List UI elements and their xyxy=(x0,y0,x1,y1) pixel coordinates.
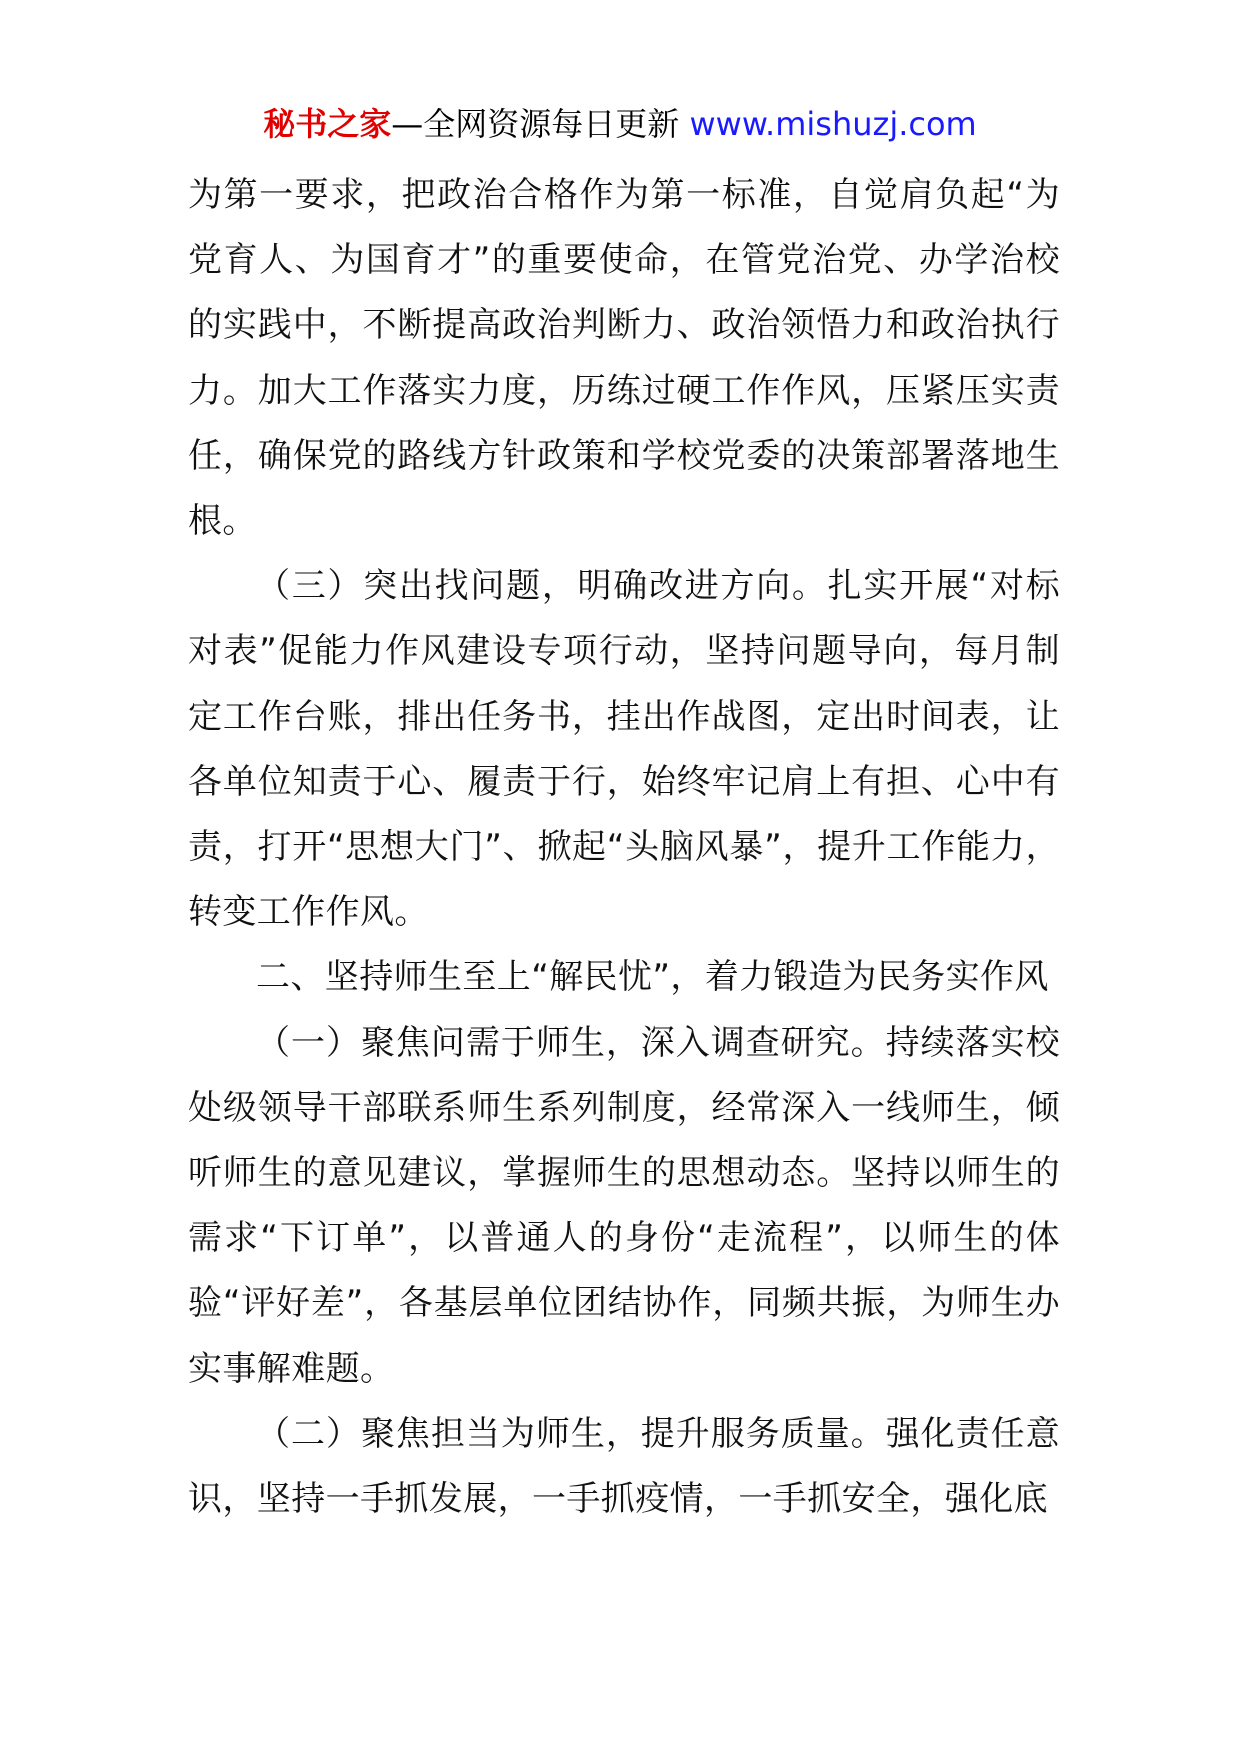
paragraph-continuation: 为第一要求，把政治合格作为第一标准，自觉肩负起“为党育人、为国育才”的重要使命，在管党治党、办学治校的实践中，不断提高政治判断力、政治领悟力和政治执行力。加大工作落实力度，历练过硬工作作风，压紧压实责任，确保党的路线方针政策和学校党委的决策部署落地生根。 xyxy=(188,175,1060,542)
paragraph-subsection-2: （二）聚焦担当为师生，提升服务质量。强化责任意识，坚持一手抓发展，一手抓疫情，一手抓安全，强化底 xyxy=(188,1413,1060,1520)
document-body xyxy=(188,163,1060,1532)
header-tagline: —全网资源每日更新 xyxy=(391,105,690,143)
header-brand: 秘书之家 xyxy=(263,105,392,143)
paragraph-subsection-1: （一）聚焦问需于师生，深入调查研究。持续落实校处级领导干部联系师生系列制度，经常深入一线师生，倾听师生的意见建议，掌握师生的思想动态。坚持以师生的需求“下订单”，以普通人的身份“走流程”，以师生的体验“评好差”，各基层单位团结协作，同频共振，为师生办实事解难题。 xyxy=(188,1022,1060,1389)
header-url-link[interactable]: www.mishuzj.com xyxy=(689,105,977,143)
page-header xyxy=(0,102,1240,146)
section-heading-2: 二、坚持师生至上“解民忧”，着力锻造为民务实作风 xyxy=(256,957,1049,998)
paragraph-section-3: （三）突出找问题，明确改进方向。扎实开展“对标对表”促能力作风建设专项行动，坚持问题导向，每月制定工作台账，排出任务书，挂出作战图，定出时间表，让各单位知责于心、履责于行，始终牢记肩上有担、心中有责，打开“思想大门”、掀起“头脑风暴”，提升工作能力，转变工作作风。 xyxy=(188,566,1060,933)
